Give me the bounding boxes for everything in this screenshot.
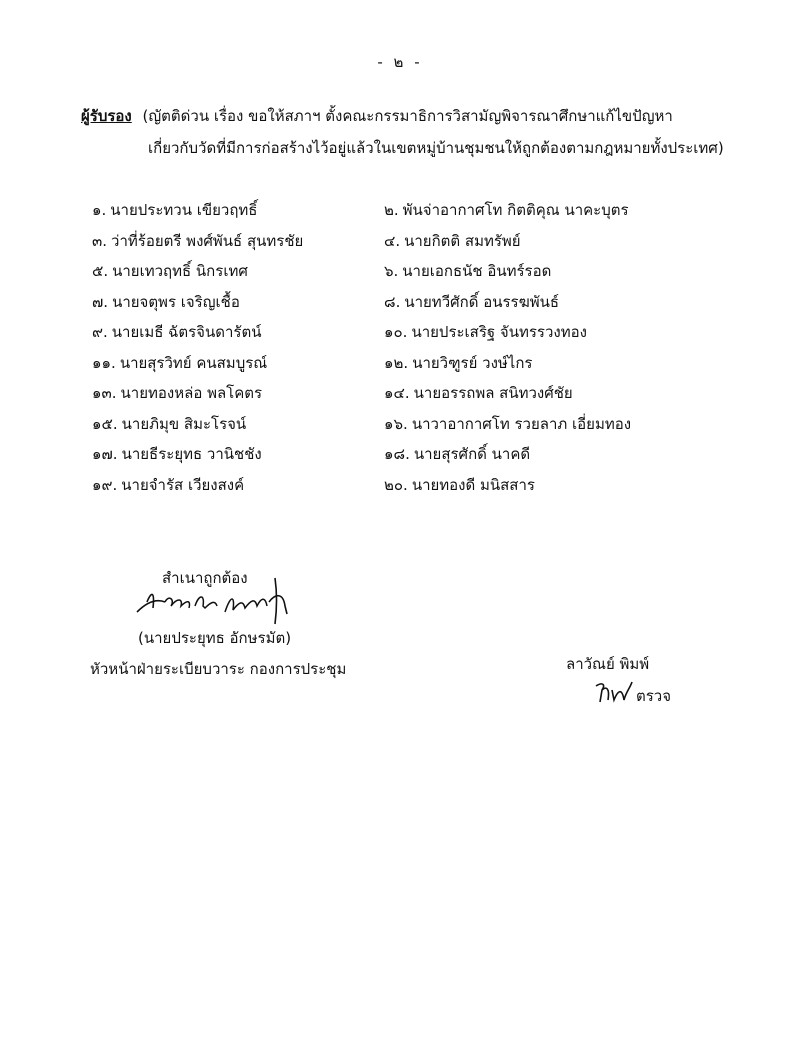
- signer-name: นายกิตติ สมทรัพย์: [404, 231, 521, 250]
- checker-note: ตรวจ: [636, 687, 672, 705]
- signer-number: ๒.: [384, 201, 399, 219]
- signer-row: [92, 229, 303, 253]
- signer-number: ๑๔.: [384, 384, 410, 402]
- signer-row: [384, 259, 551, 283]
- signer-number: ๒๐.: [384, 475, 408, 494]
- signer-name: นายเอกธนัช อินทร์รอด: [402, 262, 552, 280]
- header-line-1: [81, 104, 761, 128]
- signer-row: [92, 320, 261, 344]
- signer-name: นายสุรวิทย์ คนสมบูรณ์: [119, 353, 268, 372]
- signer-name: พันจ่าอากาศโท กิตติคุณ นาคะบุตร: [402, 201, 629, 219]
- signer-row: [384, 229, 521, 253]
- signer-row: [384, 442, 530, 466]
- signer-number: ๑๙.: [92, 475, 118, 494]
- signer-number: ๑๑.: [92, 353, 116, 372]
- signer-row: [384, 198, 629, 222]
- signer-name: ว่าที่ร้อยตรี พงศ์พันธ์ สุนทรชัย: [111, 231, 304, 250]
- certifier-title: หัวหน้าฝ่ายระเบียบวาระ กองการประชุม: [90, 660, 347, 678]
- signer-name: นายจตุพร เจริญเชื้อ: [112, 292, 240, 311]
- signer-number: ๑๗.: [92, 445, 118, 463]
- signer-number: ๗.: [92, 292, 109, 311]
- signer-number: ๙.: [92, 323, 108, 341]
- signer-row: [384, 351, 532, 375]
- signer-name: นายประเสริฐ จันทรรวงทอง: [411, 323, 587, 341]
- signer-row: [92, 381, 262, 405]
- typist-note: ลาวัณย์ พิมพ์: [566, 655, 650, 673]
- signer-name: นายเทวฤทธิ์ นิกรเทศ: [112, 262, 248, 280]
- signer-number: ๑.: [92, 201, 107, 219]
- signer-name: นายทองดี มนิสสาร: [411, 475, 535, 494]
- signer-number: ๖.: [384, 262, 399, 280]
- signer-number: ๑๕.: [92, 414, 118, 433]
- signer-name: นายประทวน เขียวฤทธิ์: [110, 201, 258, 219]
- signer-name: นายภิมุข สิมะโรจน์: [121, 414, 247, 433]
- signer-row: [92, 259, 248, 283]
- signer-row: [384, 381, 573, 405]
- page-number: - ๒ -: [377, 53, 423, 71]
- signer-number: ๑๖.: [384, 414, 408, 433]
- signer-name: นายธีระยุทธ วานิชชัง: [121, 445, 262, 463]
- signer-row: [384, 320, 587, 344]
- signer-number: ๑๒.: [384, 353, 409, 372]
- signer-row: [384, 412, 631, 436]
- signer-row: [92, 290, 240, 314]
- signer-name: นายทองหล่อ พลโคตร: [120, 384, 263, 402]
- signature-image: [125, 572, 300, 626]
- signer-number: ๓.: [92, 231, 108, 250]
- checker-initials-image: [592, 676, 634, 706]
- signer-row: [92, 351, 267, 375]
- motion-title-part-1: (ญัตติด่วน เรื่อง ขอให้สภาฯ ตั้งคณะกรรมาธิการวิสามัญพิจารณาศึกษาแก้ไขปัญหา: [142, 107, 673, 125]
- signer-number: ๔.: [384, 231, 401, 250]
- signer-number: ๘.: [384, 292, 401, 311]
- motion-title-part-2: เกี่ยวกับวัดที่มีการก่อสร้างไว้อยู่แล้วในเขตหมู่บ้านชุมชนให้ถูกต้องตามกฎหมายทั้งประเทศ): [148, 139, 724, 157]
- signer-row: [92, 473, 244, 497]
- signer-number: ๑๐.: [384, 323, 408, 341]
- signer-name: นายสุรศักดิ์ นาคดี: [413, 445, 531, 463]
- signer-number: ๑๓.: [92, 384, 117, 402]
- signer-name: นายวิฑูรย์ วงษ์ไกร: [412, 353, 533, 372]
- signer-row: [384, 473, 535, 497]
- signer-row: [92, 412, 246, 436]
- signer-row: [92, 442, 262, 466]
- signer-number: ๕.: [92, 262, 109, 280]
- signer-name: นายอรรถพล สนิทวงศ์ชัย: [413, 384, 573, 402]
- signer-row: [92, 198, 257, 222]
- signer-name: นายทวีศักดิ์ อนรรฆพันธ์: [404, 292, 560, 311]
- signer-name: นาวาอากาศโท รวยลาภ เอี่ยมทอง: [411, 414, 632, 433]
- signer-number: ๑๘.: [384, 445, 410, 463]
- signer-name: นายเมธี ฉัตรจินดารัตน์: [111, 323, 262, 341]
- signatories-label: ผู้รับรอง: [81, 107, 132, 125]
- certifier-name: (นายประยุทธ อักษรมัต): [138, 629, 292, 647]
- certified-copy-label: สำเนาถูกต้อง: [162, 569, 248, 587]
- signer-name: นายจำรัส เวียงสงค์: [121, 475, 245, 494]
- signer-row: [384, 290, 559, 314]
